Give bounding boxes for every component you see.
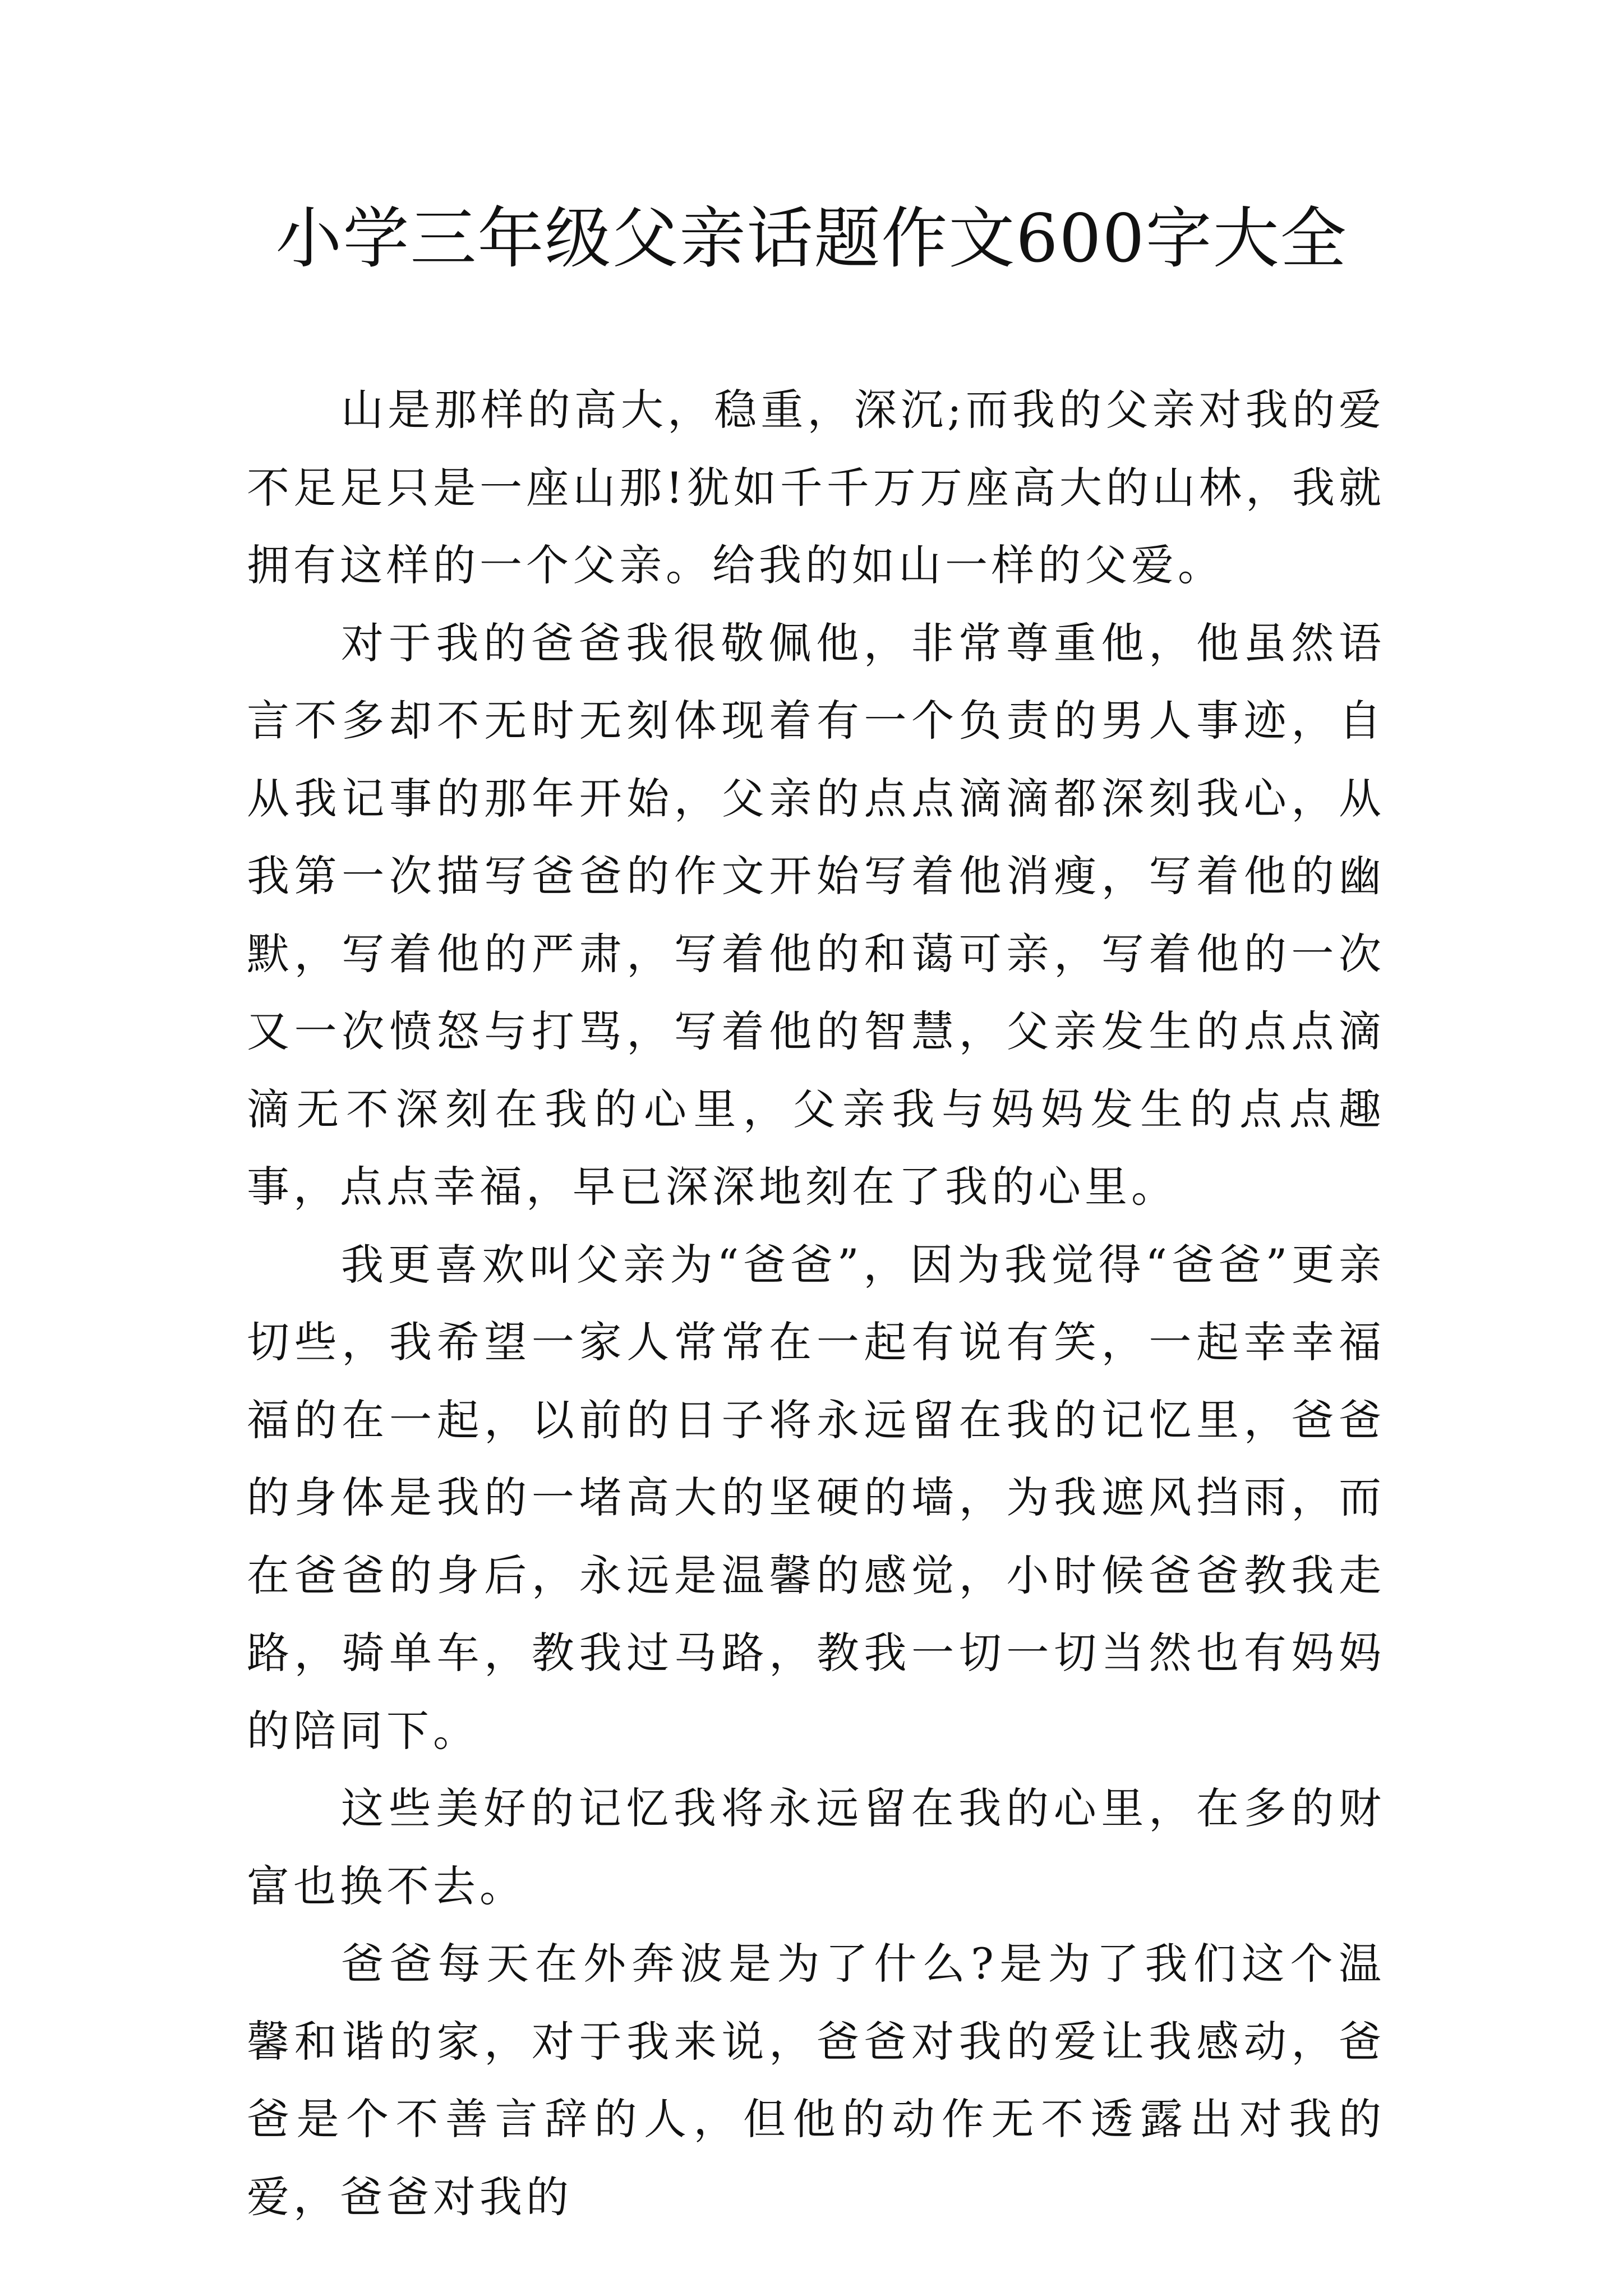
paragraph: 爸爸每天在外奔波是为了什么?是为了我们这个温馨和谐的家，对于我来说，爸爸对我的爱让我感动，爸爸是个不善言辞的人，但他的动作无不透露出对我的爱，爸爸对我的 (247, 1939, 1385, 2222)
paragraph: 我更喜欢叫父亲为“爸爸”，因为我觉得“爸爸”更亲切些，我希望一家人常常在一起有说有笑，一起幸幸福福的在一起，以前的日子将永远留在我的记忆里，爸爸的身体是我的一堵高大的坚硬的墙，为我遮风挡雨，而在爸爸的身后，永远是温馨的感觉，小时候爸爸教我走路，骑单车，教我过马路，教我一切一切当然也有妈妈的陪同下。 (247, 1239, 1385, 1756)
paragraph: 山是那样的高大，稳重，深沉;而我的父亲对我的爱不足足只是一座山那!犹如千千万万座高大的山林，我就拥有这样的一个父亲。给我的如山一样的父爱。 (247, 385, 1385, 590)
paragraph: 对于我的爸爸我很敬佩他，非常尊重他，他虽然语言不多却不无时无刻体现着有一个负责的男人事迹，自从我记事的那年开始，父亲的点点滴滴都深刻我心，从我第一次描写爸爸的作文开始写着他消瘦，写着他的幽默，写着他的严肃，写着他的和蔼可亲，写着他的一次又一次愤怒与打骂，写着他的智慧，父亲发生的点点滴滴无不深刻在我的心里，父亲我与妈妈发生的点点趣事，点点幸福，早已深深地刻在了我的心里。 (247, 618, 1385, 1212)
document-body (247, 371, 1385, 2236)
document-title: 小学三年级父亲话题作文600字大全 (275, 200, 1348, 277)
paragraph: 这些美好的记忆我将永远留在我的心里，在多的财富也换不去。 (247, 1783, 1385, 1911)
